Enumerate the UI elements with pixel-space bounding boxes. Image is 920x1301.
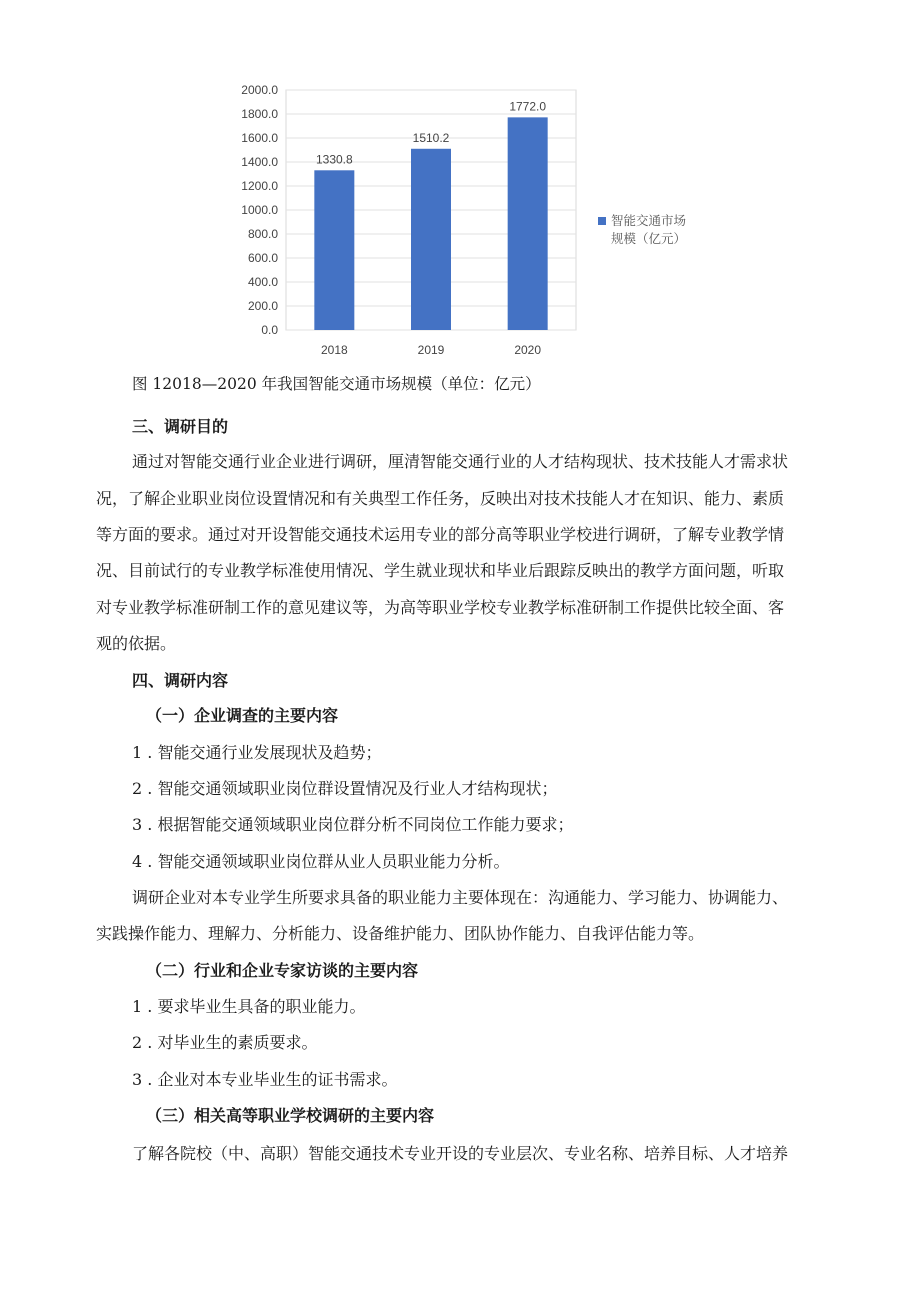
para-line: 等方面的要求。通过对开设智能交通技术运用专业的部分高等职业学校进行调研，了解专业教学情 — [96, 525, 785, 544]
section-4-heading: 四、调研内容 — [132, 671, 229, 690]
value-label: 1330.8 — [315, 152, 353, 167]
x-tick-label: 2019 — [417, 343, 445, 357]
list-item: 4 . 智能交通领域职业岗位群从业人员职业能力分析。 — [132, 852, 510, 871]
bar-2020 — [508, 117, 548, 330]
list-item: 1 . 智能交通行业发展现状及趋势； — [132, 743, 382, 762]
legend-label-line1: 智能交通市场 — [611, 214, 687, 228]
legend-label-line2: 规模（亿元） — [611, 232, 687, 246]
subsection-3-heading: （三）相关高等职业学校调研的主要内容 — [146, 1106, 435, 1125]
bar-2019 — [411, 149, 451, 330]
para-line: 实践操作能力、理解力、分析能力、设备维护能力、团队协作能力、自我评估能力等。 — [96, 924, 705, 943]
y-tick-label: 1200.0 — [241, 179, 278, 193]
para-line: 况、目前试行的专业教学标准使用情况、学生就业现状和毕业后跟踪反映出的教学方面问题，听取 — [96, 561, 785, 580]
para-line: 观的依据。 — [96, 634, 177, 653]
y-tick-label: 1400.0 — [241, 155, 278, 169]
bar-2018 — [314, 170, 354, 330]
para-line: 况，了解企业职业岗位设置情况和有关典型工作任务，反映出对技术技能人才在知识、能力、素质 — [96, 489, 785, 508]
y-tick-label: 800.0 — [247, 227, 278, 241]
legend-swatch — [598, 217, 606, 225]
y-tick-label: 1800.0 — [241, 107, 278, 121]
value-label: 1772.0 — [509, 99, 547, 114]
subsection-1-heading: （一）企业调查的主要内容 — [146, 706, 339, 725]
chart-legend — [598, 212, 686, 248]
para-line: 调研企业对本专业学生所要求具备的职业能力主要体现在：沟通能力、学习能力、协调能力、 — [132, 888, 789, 907]
y-tick-label: 2000.0 — [241, 83, 278, 97]
list-item: 3 . 企业对本专业毕业生的证书需求。 — [132, 1070, 398, 1089]
y-tick-label: 1600.0 — [241, 131, 278, 145]
section-3-heading: 三、调研目的 — [132, 417, 229, 436]
subsection-2-heading: （二）行业和企业专家访谈的主要内容 — [146, 961, 419, 980]
bar-chart — [218, 82, 590, 364]
list-item: 3 . 根据智能交通领域职业岗位群分析不同岗位工作能力要求； — [132, 815, 574, 834]
figure-caption: 图 12018—2020 年我国智能交通市场规模（单位：亿元） — [132, 375, 541, 393]
y-tick-label: 200.0 — [247, 299, 278, 313]
x-tick-label: 2020 — [514, 343, 542, 357]
list-item: 1 . 要求毕业生具备的职业能力。 — [132, 997, 366, 1016]
value-label: 1510.2 — [412, 130, 450, 145]
y-tick-label: 400.0 — [247, 275, 278, 289]
y-tick-label: 600.0 — [247, 251, 278, 265]
list-item: 2 . 对毕业生的素质要求。 — [132, 1033, 318, 1052]
list-item: 2 . 智能交通领域职业岗位群设置情况及行业人才结构现状； — [132, 779, 558, 798]
para-line: 对专业教学标准研制工作的意见建议等，为高等职业学校专业教学标准研制工作提供比较全面、客 — [96, 598, 785, 617]
x-tick-label: 2018 — [320, 343, 348, 357]
y-tick-label: 1000.0 — [241, 203, 278, 217]
market-size-chart — [218, 82, 590, 364]
y-tick-label: 0.0 — [261, 323, 278, 337]
para-line: 了解各院校（中、高职）智能交通技术专业开设的专业层次、专业名称、培养目标、人才培养 — [132, 1144, 789, 1163]
para-line: 通过对智能交通行业企业进行调研，厘清智能交通行业的人才结构现状、技术技能人才需求状 — [132, 452, 789, 471]
